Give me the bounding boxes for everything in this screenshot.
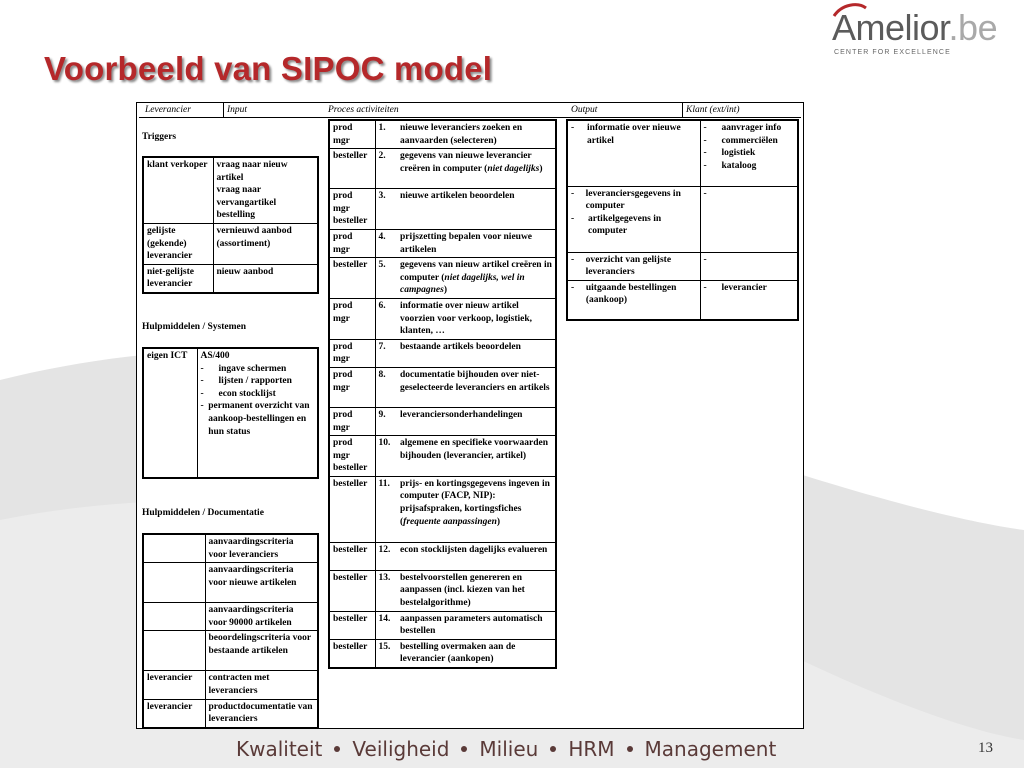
process-step <box>329 189 556 230</box>
process-step-text: bestelvoorstellen genereren en aanpassen (incl. kiezen van het bestelalgorithme) <box>397 570 556 611</box>
trigger-input: nieuw aanbod <box>213 264 318 293</box>
process-owner: prod mgr <box>329 407 375 435</box>
process-step-number: 8. <box>375 367 397 407</box>
process-step-text: informatie over nieuw artikel voorzien voor verkoop, logistiek, klanten, … <box>397 298 556 339</box>
customer-item: aanvrager info <box>721 123 782 133</box>
process-owner: besteller <box>329 611 375 639</box>
output-row <box>567 120 798 186</box>
output-item: uitgaande bestellingen (aankoop) <box>585 282 677 306</box>
customer-cell: - leverancier <box>700 280 798 320</box>
output-item: artikelgegevens in computer <box>588 213 662 237</box>
output-item: informatie over nieuwe artikel <box>587 123 681 146</box>
customer-cell: - <box>700 186 798 252</box>
header-customer: Klant (ext/int) <box>686 105 740 115</box>
doc-item: productdocumentatie van leveranciers <box>205 699 318 728</box>
system-row <box>143 348 318 478</box>
footer-item: Management <box>644 737 777 761</box>
process-owner: besteller <box>329 258 375 299</box>
process-step <box>329 298 556 339</box>
doc-item: beoordelingscriteria voor bestaande artikelen <box>205 631 318 671</box>
process-owner: prod mgr <box>329 298 375 339</box>
output-cell: - overzicht van gelijste leveranciers <box>567 252 700 280</box>
doc-row <box>143 603 318 631</box>
process-step-text: prijs- en kortingsgegevens ingeven in computer (FACP, NIP): prijsafspraken, kortingsfiches (frequente aanpassingen) <box>397 476 556 542</box>
doc-source <box>143 534 205 563</box>
footer-values <box>236 737 776 761</box>
process-owner: prod mgr <box>329 120 375 149</box>
process-step <box>329 542 556 570</box>
company-logo <box>832 6 1012 58</box>
process-step-emphasis: niet dagelijks, wel in campagnes <box>400 272 525 296</box>
output-row <box>567 252 798 280</box>
doc-source: leverancier <box>143 699 205 728</box>
process-step-emphasis: frequente aanpassingen <box>403 516 497 527</box>
system-details: AS/400 - ingave schermen - lijsten / rapporten - econ stocklijst - permanent overzicht van aankoop-bestellingen en hun status <box>197 348 318 478</box>
doc-row <box>143 631 318 671</box>
bullet-icon <box>334 746 340 752</box>
process-owner: prod mgr besteller <box>329 436 375 477</box>
logo-wordmark: Amelior.be <box>832 7 998 48</box>
footer-item: Veiligheid <box>352 737 450 761</box>
process-step-text: nieuwe leveranciers zoeken en aanvaarden (selecteren) <box>397 120 556 149</box>
process-owner: prod mgr besteller <box>329 189 375 230</box>
header-suppliers: Leverancier <box>145 105 191 115</box>
sipoc-page <box>136 102 804 729</box>
process-step <box>329 407 556 435</box>
process-step-number: 15. <box>375 639 397 668</box>
process-step-text: bestaande artikels beoordelen <box>397 339 556 367</box>
process-step <box>329 120 556 149</box>
doc-row <box>143 671 318 699</box>
doc-item: aanvaardingscriteria voor nieuwe artikelen <box>205 563 318 603</box>
trigger-row <box>143 223 318 264</box>
slide-title: Voorbeeld van SIPOC model <box>44 50 493 87</box>
output-row <box>567 186 798 252</box>
docs-table <box>142 533 319 729</box>
doc-row <box>143 563 318 603</box>
logo-tagline: CENTER FOR EXCELLENCE <box>834 49 951 56</box>
process-owner: prod mgr <box>329 367 375 407</box>
process-step-number: 6. <box>375 298 397 339</box>
process-step-text: algemene en specifieke voorwaarden bijhouden (leverancier, artikel) <box>397 436 556 477</box>
customer-item: commerciëlen <box>721 135 778 146</box>
trigger-source: niet-gelijste leverancier <box>143 264 213 293</box>
doc-item: aanvaardingscriteria voor leveranciers <box>205 534 318 563</box>
header-process: Proces activiteiten <box>328 105 399 115</box>
process-step-number: 2. <box>375 149 397 189</box>
footer-item: HRM <box>568 737 615 761</box>
docs-label: Hulpmiddelen / Documentatie <box>142 508 264 518</box>
process-step-number: 1. <box>375 120 397 149</box>
trigger-input: vraag naar nieuw artikel vraag naar vervangartikel bestelling <box>213 157 318 223</box>
trigger-row <box>143 157 318 223</box>
process-owner: besteller <box>329 149 375 189</box>
process-step <box>329 476 556 542</box>
process-step-text: leveranciersonderhandelingen <box>397 407 556 435</box>
process-step-text: nieuwe artikelen beoordelen <box>397 189 556 230</box>
footer-item: Kwaliteit <box>236 737 323 761</box>
process-step <box>329 367 556 407</box>
doc-item: contracten met leveranciers <box>205 671 318 699</box>
footer-item: Milieu <box>479 737 539 761</box>
trigger-source: gelijste (gekende) leverancier <box>143 223 213 264</box>
doc-source: leverancier <box>143 671 205 699</box>
process-step-number: 4. <box>375 229 397 257</box>
output-cell: - informatie over nieuwe artikel <box>567 120 700 186</box>
process-table <box>328 119 557 669</box>
header-divider <box>223 103 224 117</box>
customer-item: kataloog <box>721 160 757 171</box>
output-table <box>566 119 799 321</box>
process-step-number: 5. <box>375 258 397 299</box>
doc-row <box>143 534 318 563</box>
doc-item: aanvaardingscriteria voor 90000 artikelen <box>205 603 318 631</box>
header-divider <box>682 103 683 117</box>
process-step-text: documentatie bijhouden over niet-geselecteerde leveranciers en artikels <box>397 367 556 407</box>
process-step-number: 9. <box>375 407 397 435</box>
process-step-number: 11. <box>375 476 397 542</box>
customer-cell: - aanvrager info - commerciëlen - logistiek - kataloog <box>700 120 798 186</box>
systems-label: Hulpmiddelen / Systemen <box>142 322 246 332</box>
process-owner: prod mgr <box>329 339 375 367</box>
doc-source <box>143 563 205 603</box>
bullet-icon <box>461 746 467 752</box>
doc-source <box>143 603 205 631</box>
doc-row <box>143 699 318 728</box>
output-cell: - uitgaande bestellingen (aankoop) <box>567 280 700 320</box>
header-input: Input <box>227 105 248 115</box>
trigger-source: klant verkoper <box>143 157 213 223</box>
process-step-text: aanpassen parameters automatisch bestellen <box>397 611 556 639</box>
page-number: 13 <box>978 740 993 756</box>
header-underline <box>139 117 801 118</box>
bullet-icon <box>627 746 633 752</box>
output-item: leveranciersgegevens in computer <box>585 188 681 212</box>
process-owner: besteller <box>329 476 375 542</box>
process-step <box>329 149 556 189</box>
trigger-input: vernieuwd aanbod (assortiment) <box>213 223 318 264</box>
process-step <box>329 436 556 477</box>
systems-table <box>142 347 319 479</box>
triggers-label: Triggers <box>142 132 177 142</box>
process-step-text: econ stocklijsten dagelijks evalueren <box>397 542 556 570</box>
process-step <box>329 639 556 668</box>
process-step-text: gegevens van nieuwe leverancier creëren in computer (niet dagelijks) <box>397 149 556 189</box>
process-step-number: 12. <box>375 542 397 570</box>
process-step-number: 7. <box>375 339 397 367</box>
doc-source <box>143 631 205 671</box>
process-step <box>329 258 556 299</box>
trigger-row <box>143 264 318 293</box>
process-owner: prod mgr <box>329 229 375 257</box>
customer-item: logistiek <box>721 148 756 159</box>
process-owner: besteller <box>329 639 375 668</box>
process-owner: besteller <box>329 542 375 570</box>
process-step <box>329 229 556 257</box>
process-step <box>329 570 556 611</box>
process-step-number: 13. <box>375 570 397 611</box>
output-item: overzicht van gelijste leveranciers <box>585 254 672 278</box>
process-step <box>329 339 556 367</box>
process-step-text: prijszetting bepalen voor nieuwe artikelen <box>397 229 556 257</box>
process-step-number: 14. <box>375 611 397 639</box>
process-owner: besteller <box>329 570 375 611</box>
output-row <box>567 280 798 320</box>
customer-item: leverancier <box>721 282 767 293</box>
process-step-emphasis: niet dagelijks <box>487 163 540 174</box>
system-owner: eigen ICT <box>143 348 197 478</box>
output-cell: - leveranciersgegevens in computer - artikelgegevens in computer <box>567 186 700 252</box>
process-step-number: 3. <box>375 189 397 230</box>
bullet-icon <box>550 746 556 752</box>
triggers-table <box>142 156 319 294</box>
header-output: Output <box>571 105 598 115</box>
process-step-text: gegevens van nieuw artikel creëren in computer (niet dagelijks, wel in campagnes) <box>397 258 556 299</box>
customer-cell: - <box>700 252 798 280</box>
process-step <box>329 611 556 639</box>
process-step-text: bestelling overmaken aan de leverancier (aankopen) <box>397 639 556 668</box>
process-step-number: 10. <box>375 436 397 477</box>
